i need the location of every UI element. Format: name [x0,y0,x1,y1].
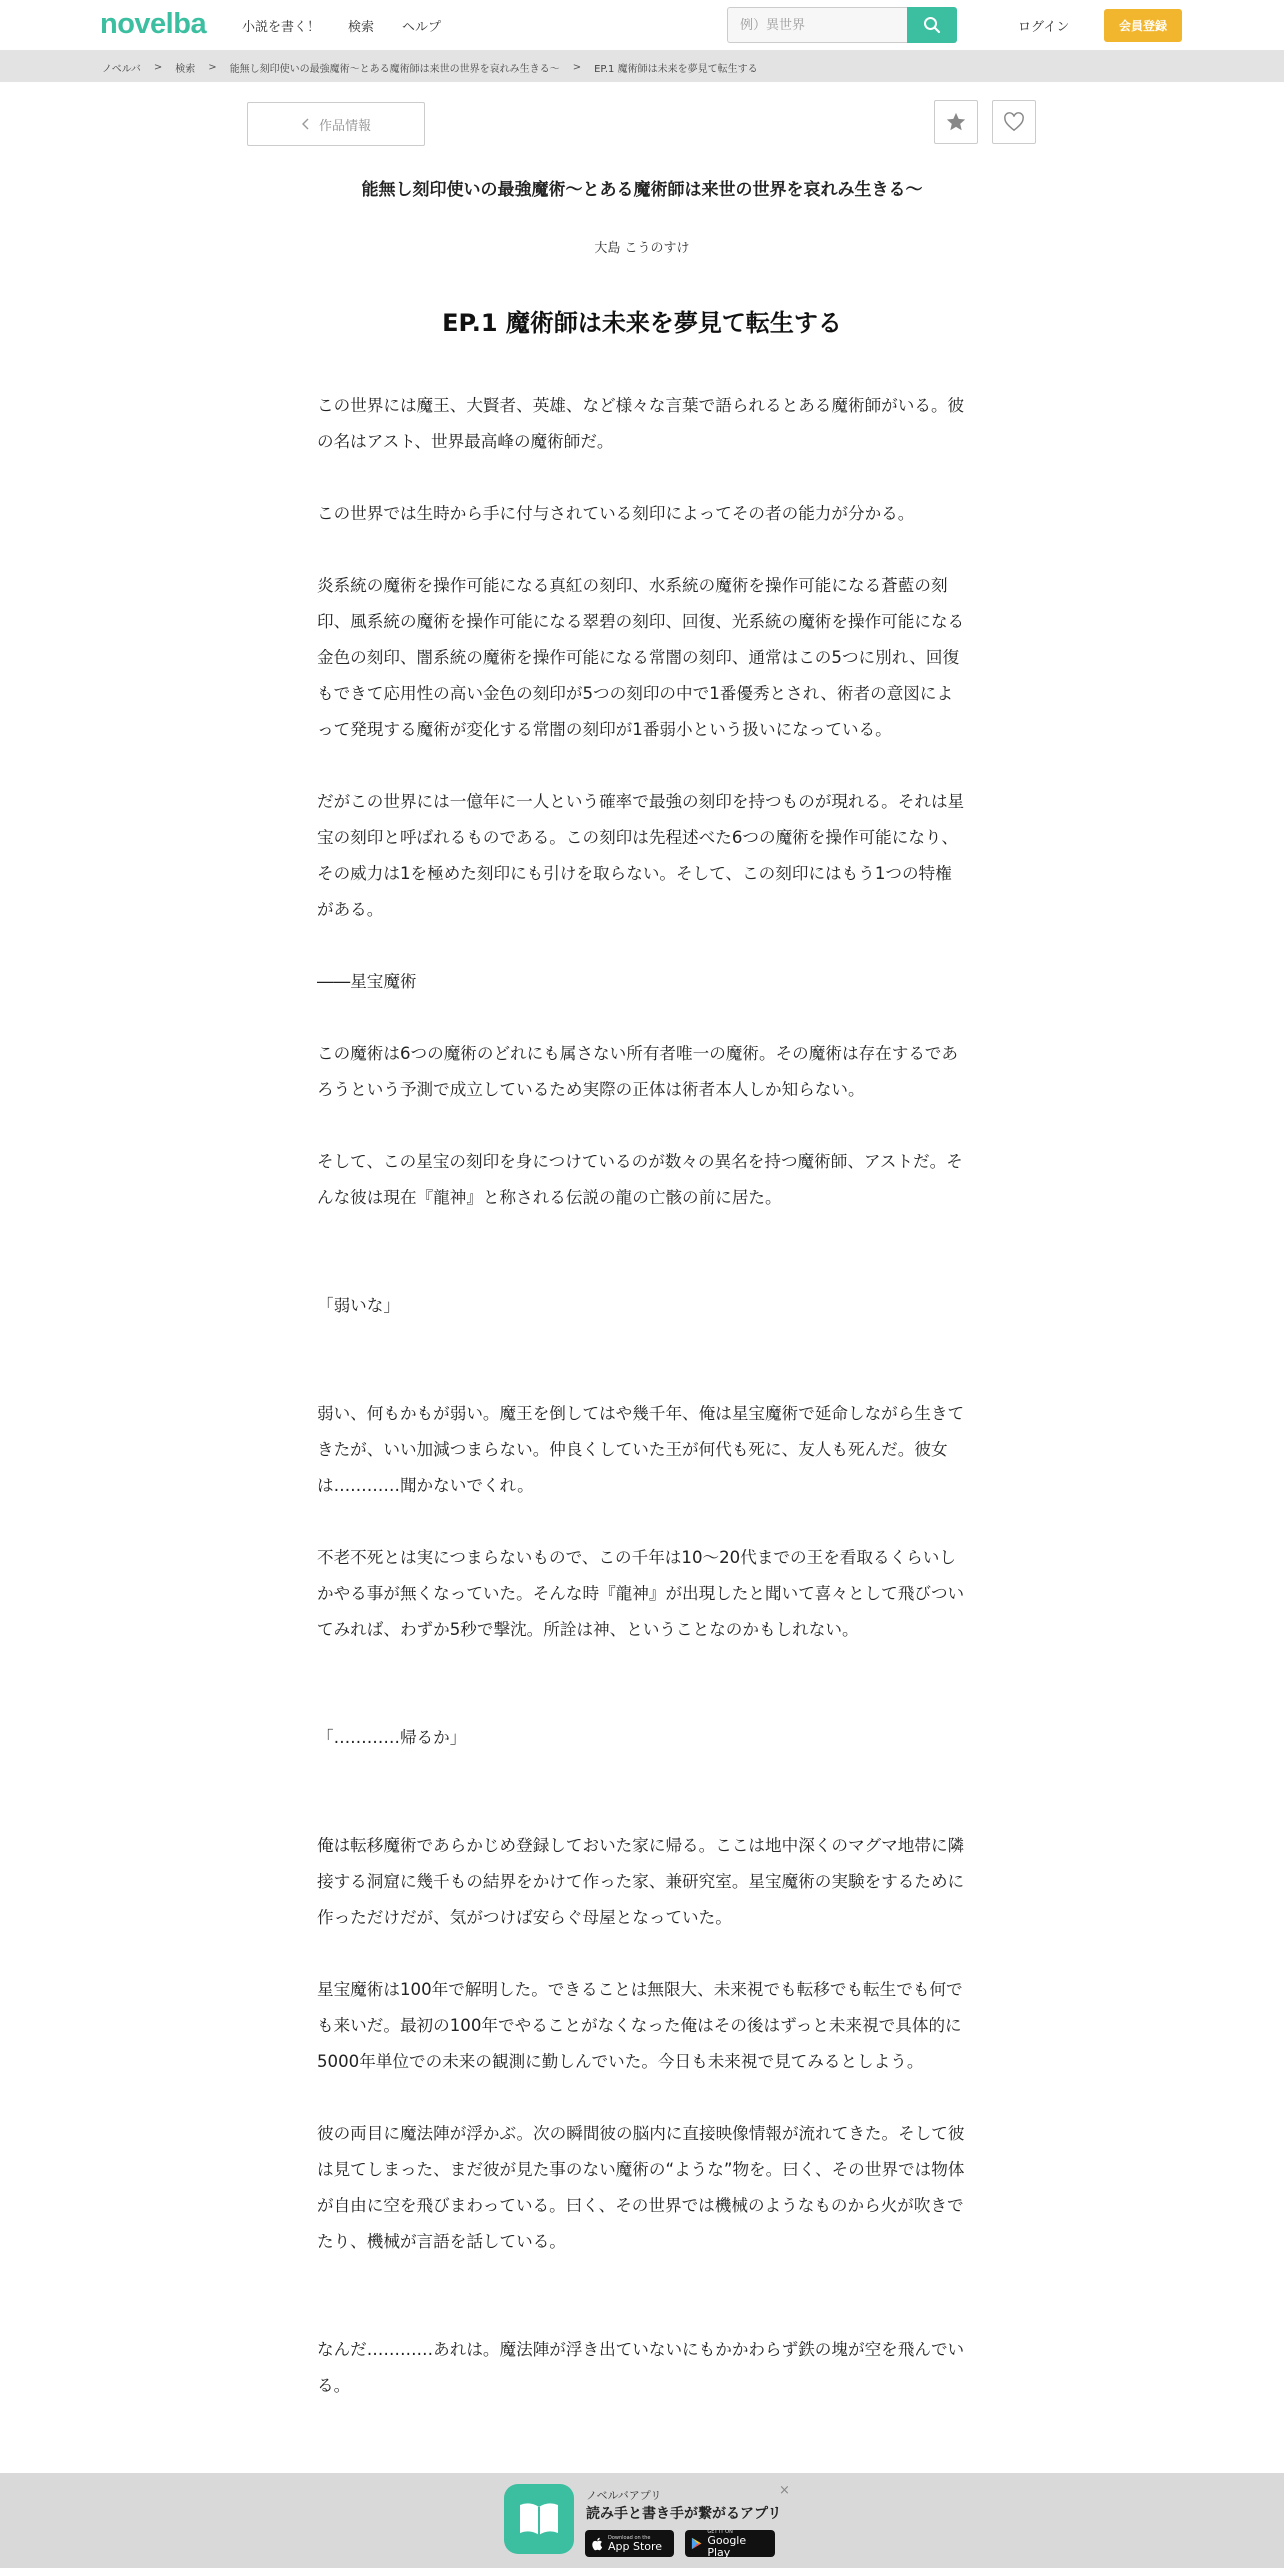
body-paragraph: そして、この星宝の刻印を身につけているのが数々の異名を持つ魔術師、アストだ。そんな彼は現在『龍神』と称される伝説の龍の亡骸の前に居た。 [317,1152,963,1207]
body-paragraph [317,1756,967,1792]
body-paragraph [317,1648,967,1684]
search-box [727,7,957,43]
author-name[interactable]: 大島 こうのすけ [594,241,690,256]
body-paragraph [317,1108,967,1144]
body-paragraph [317,1252,967,1288]
body-paragraph [317,1216,967,1252]
body-paragraph [317,532,967,568]
body-paragraph [317,2296,967,2332]
login-link[interactable]: ログイン [1018,20,1070,35]
body-paragraph [317,2080,967,2116]
app-store-button[interactable] [585,2530,674,2557]
work-info-button[interactable] [247,102,425,146]
body-paragraph: 「…………帰るか」 [317,1728,467,1747]
breadcrumb-separator: > [572,62,582,73]
breadcrumb-work[interactable]: 能無し刻印使いの最強魔術〜とある魔術師は来世の世界を哀れみ生きる〜 [229,64,560,75]
breadcrumb-separator: > [153,62,163,73]
search-icon [923,16,941,34]
favorite-heart-button[interactable] [992,100,1036,144]
work-title[interactable]: 能無し刻印使いの最強魔術〜とある魔術師は来世の世界を哀れみ生きる〜 [361,180,923,200]
body-paragraph: 俺は転移魔術であらかじめ登録しておいた家に帰る。ここは地中深くのマグマ地帯に隣接する洞窟に幾千もの結界をかけて作った家、兼研究室。星宝魔術の実験をするために作っただけだが、気がつけば安らぐ母屋となっていた。 [317,1836,965,1927]
body-paragraph [317,1360,967,1396]
body-paragraph [317,1000,967,1036]
nav-write-novel[interactable]: 小説を書く！ [242,20,321,35]
body-paragraph: 「弱いな」 [317,1296,400,1315]
body-paragraph [317,1324,967,1360]
book-icon [516,2499,562,2539]
body-paragraph: 弱い、何もかもが弱い。魔王を倒してはや幾千年、俺は星宝魔術で延命しながら生きてきたが、いい加減つまらない。仲良くしていた王が何代も死に、友人も死んだ。彼女は…………聞かないでくれ。 [317,1404,965,1495]
site-logo[interactable]: novelba [100,8,207,40]
app-name: ノベルバアプリ [586,2489,662,2502]
body-paragraph: なんだ…………あれは。魔法陣が浮き出ていないにもかかわらず鉄の塊が空を飛んでいる。 [317,2340,965,2395]
body-paragraph [317,928,967,964]
body-paragraph: この魔術は6つの魔術のどれにも属さない所有者唯一の魔術。その魔術は存在するであろうという予測で成立しているため実際の正体は術者本人しか知らない。 [317,1044,958,1099]
chevron-left-icon [301,118,309,130]
search-button[interactable] [907,7,957,43]
nav-help[interactable]: ヘルプ [402,20,442,35]
body-paragraph: この世界では生時から手に付与されている刻印によってその者の能力が分かる。 [317,504,915,523]
body-paragraph [317,2260,967,2296]
google-play-small-text: GET IT ON [707,2528,733,2535]
body-paragraph [317,1684,967,1720]
episode-body [317,388,967,2404]
search-input[interactable] [727,7,907,43]
app-icon[interactable] [504,2484,574,2554]
body-paragraph: 不老不死とは実につまらないもので、この千年は10～20代までの王を看取るくらいしかやる事が無くなっていた。そんな時『龍神』が出現したと聞いて喜々として飛びついてみれば、わずか5秒で撃沈。所詮は神、ということなのかもしれない。 [317,1548,965,1639]
app-tagline: 読み手と書き手が繋がるアプリ [586,2506,782,2522]
main-nav [242,16,441,35]
work-info-label: 作品情報 [318,117,371,133]
body-paragraph: 彼の両目に魔法陣が浮かぶ。次の瞬間彼の脳内に直接映像情報が流れてきた。そして彼は見てしまった、まだ彼が見た事のない魔術の“ような”物を。曰く、その世界では物体が自由に空を飛びまわっている。曰く、その世界では機械のようなものから火が吹きでたり、機械が言語を話している。 [317,2124,965,2251]
breadcrumb-home[interactable]: ノベルバ [102,64,141,75]
breadcrumb-current-episode: EP.1 魔術師は未来を夢見て転生する [594,64,758,75]
body-paragraph: 炎系統の魔術を操作可能になる真紅の刻印、水系統の魔術を操作可能になる蒼藍の刻印、風系統の魔術を操作可能になる翠碧の刻印、回復、光系統の魔術を操作可能になる金色の刻印、闇系統の魔術を操作可能になる常闇の刻印、通常はこの5つに別れ、回復もできて応用性の高い金色の刻印が5つの刻印の中で1番優秀とされ、術者の意図によって発現する魔術が変化する常闇の刻印が1番弱小という扱いになっている。 [317,576,965,739]
episode-title: EP.1 魔術師は未来を夢見て転生する [442,309,842,337]
app-store-label: App Store [608,2539,663,2553]
close-icon[interactable]: × [779,2483,790,2498]
body-paragraph: だがこの世界には一億年に一人という確率で最強の刻印を持つものが現れる。それは星宝の刻印と呼ばれるものである。この刻印は先程述べた6つの魔術を操作可能になり、その威力は1を極めた刻印にも引けを取らない。そして、この刻印にはもう1つの特権がある。 [317,792,965,919]
breadcrumb-separator: > [208,62,217,73]
register-button[interactable]: 会員登録 [1104,9,1182,42]
body-paragraph: 星宝魔術は100年で解明した。できることは無限大、未来視でも転移でも転生でも何でも来いだ。最初の100年でやることがなくなった俺はその後はずっと未来視で具体的に5000年単位での未来の観測に勤しんでいた。今日も未来視で見てみるとしよう。 [317,1980,963,2071]
nav-search[interactable]: 検索 [348,20,375,35]
body-paragraph [317,1792,967,1828]
google-play-button[interactable] [685,2530,775,2557]
body-paragraph [317,1936,967,1972]
body-paragraph: ――星宝魔術 [317,972,417,991]
bookmark-star-button[interactable] [934,100,978,144]
apple-icon [591,2537,603,2551]
site-header [0,0,1284,50]
star-icon [945,111,967,133]
app-download-banner [0,2473,1284,2568]
play-store-icon [691,2537,702,2550]
body-paragraph: この世界には魔王、大賢者、英雄、など様々な言葉で語られるとある魔術師がいる。彼の名はアスト、世界最高峰の魔術師だ。 [317,396,965,451]
body-paragraph [317,1504,967,1540]
breadcrumb-search[interactable]: 検索 [175,64,196,75]
body-paragraph [317,748,967,784]
heart-icon [1003,112,1025,132]
breadcrumb [0,50,1284,82]
body-paragraph [317,460,967,496]
google-play-label: Google Play [707,2533,747,2559]
app-store-small-text: Download on the [608,2534,651,2541]
